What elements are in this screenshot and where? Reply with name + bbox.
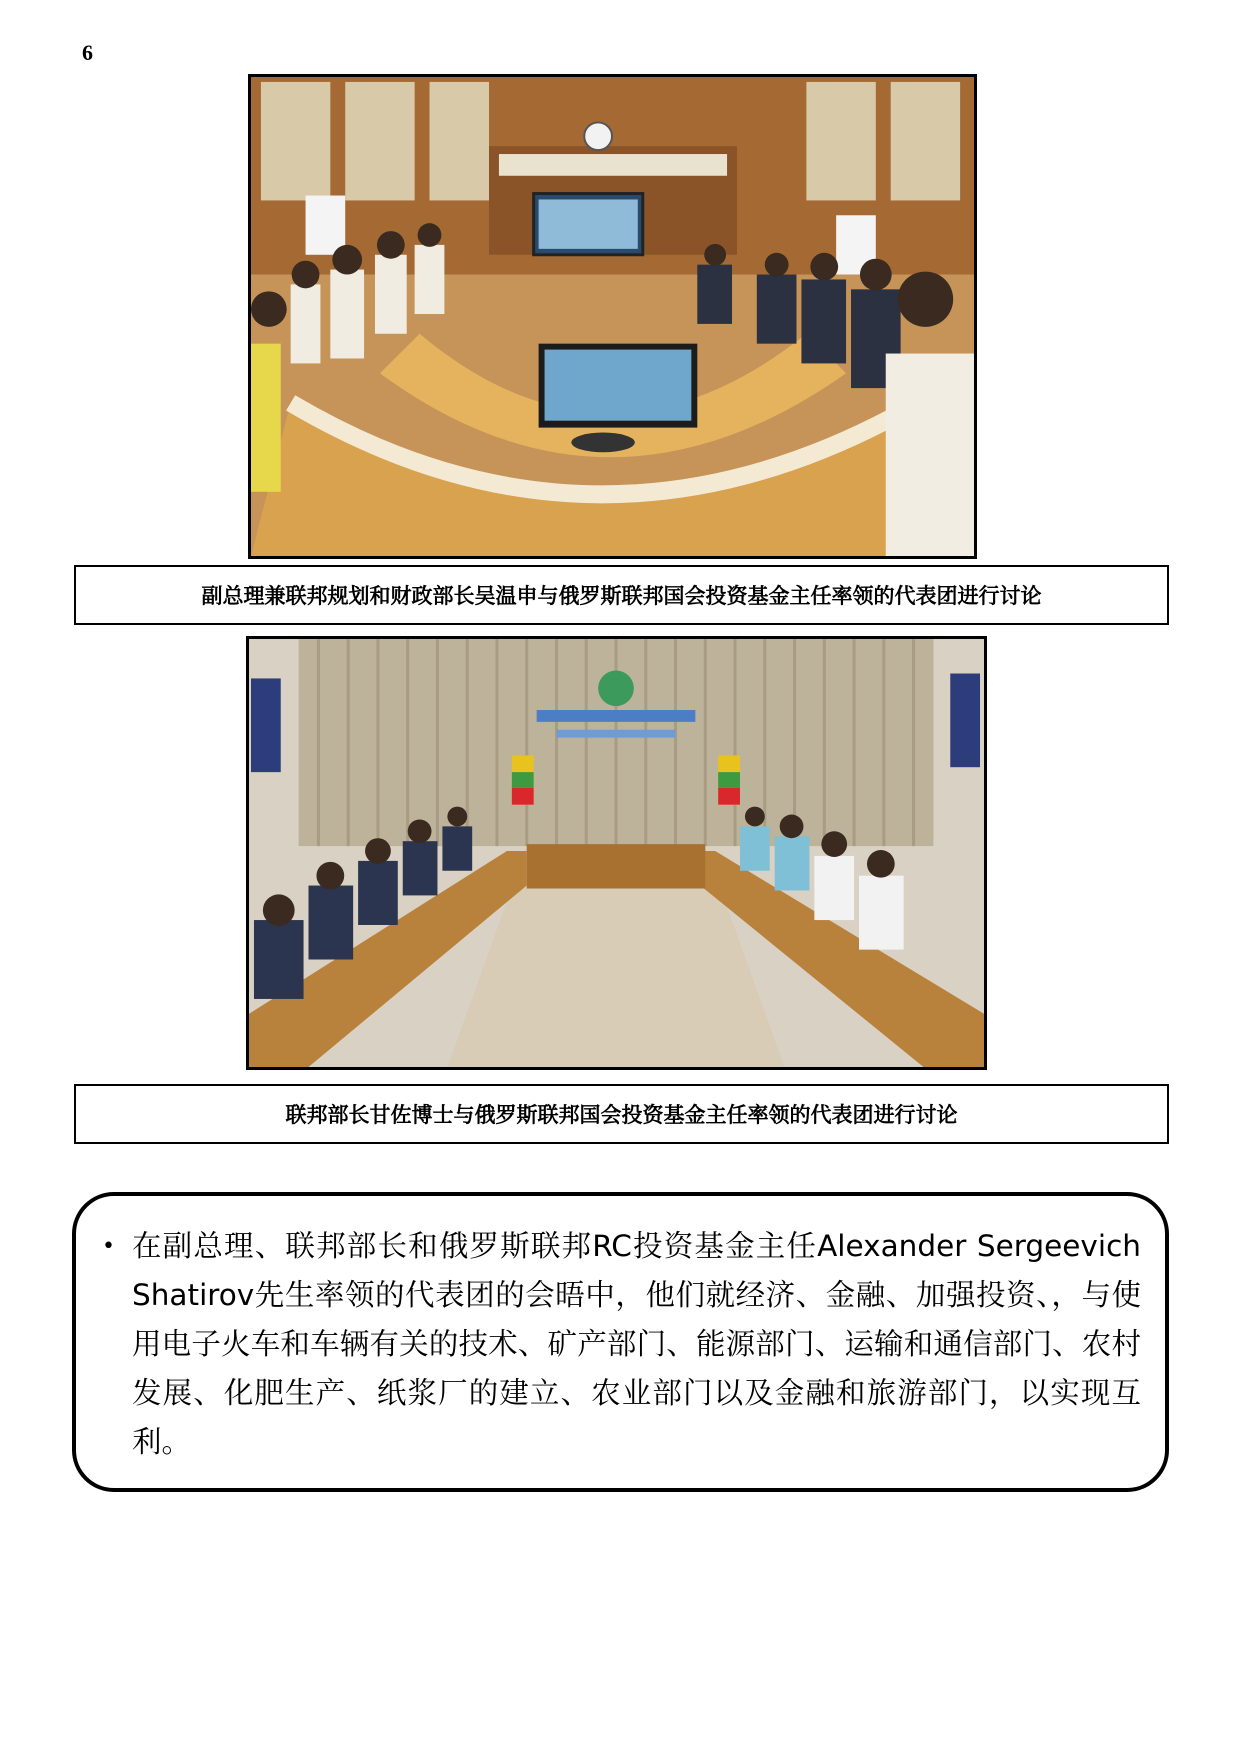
photo-1-caption [74, 565, 1169, 625]
meeting-photo-1-image [251, 77, 974, 556]
meeting-photo-1 [248, 74, 977, 559]
photo-2-caption-text: 联邦部长甘佐博士与俄罗斯联邦国会投资基金主任率领的代表团进行讨论 [285, 1103, 958, 1127]
page-number: 6 [82, 40, 93, 65]
summary-text: 在副总理、联邦部长和俄罗斯联邦RC投资基金主任Alexander Sergeevich Shatirov先生率领的代表团的会晤中，他们就经济、金融、加强投资、，与使用电子火车和车辆有关的技术、矿产部门、能源部门、运输和通信部门、农村发展、化肥生产、纸浆厂的建立、农业部门以及金融和旅游部门，以实现互利。 [132, 1229, 1141, 1459]
summary-list [76, 1196, 1165, 1467]
meeting-photo-2-image [249, 639, 984, 1067]
summary-box [72, 1192, 1169, 1492]
meeting-photo-2 [246, 636, 987, 1070]
photo-1-caption-text: 副总理兼联邦规划和财政部长吴温申与俄罗斯联邦国会投资基金主任率领的代表团进行讨论 [201, 584, 1042, 608]
bullet-icon: • [102, 1234, 115, 1259]
summary-item [102, 1222, 1141, 1467]
photo-2-caption [74, 1084, 1169, 1144]
